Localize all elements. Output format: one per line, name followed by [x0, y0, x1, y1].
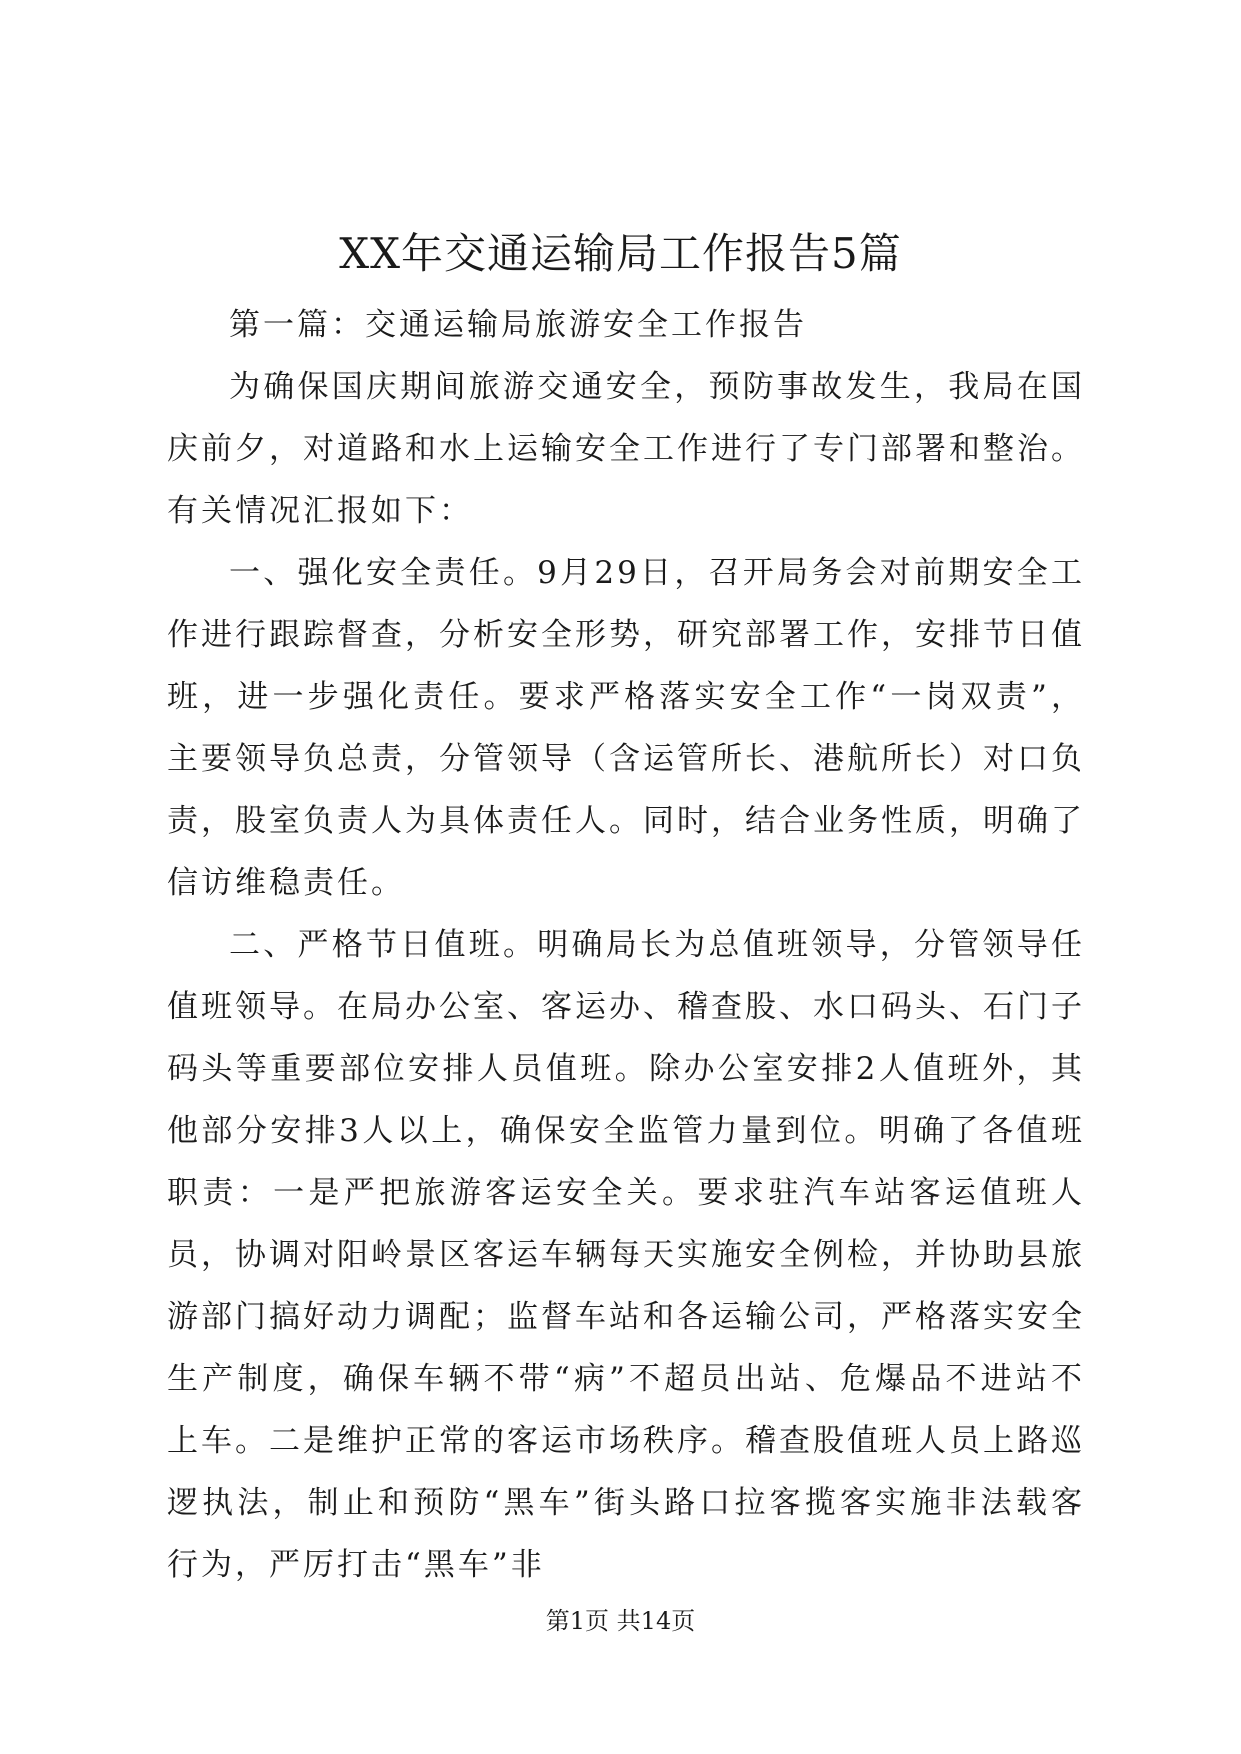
document-title: XX年交通运输局工作报告5篇 — [339, 229, 902, 278]
section-heading: 第一篇：交通运输局旅游安全工作报告 — [229, 307, 807, 343]
paragraph-responsibility: 一、强化安全责任。9月29日，召开局务会对前期安全工作进行跟踪督查，分析安全形势，研究部署工作，安排节日值班，进一步强化责任。要求严格落实安全工作“一岗双责”，主要领导负总责，分管领导（含运管所长、港航所长）对口负责，股室负责人为具体责任人。同时，结合业务性质，明确了信访维稳责任。 — [167, 555, 1085, 901]
document-body — [167, 294, 1085, 1596]
paragraph-intro: 为确保国庆期间旅游交通安全，预防事故发生，我局在国庆前夕，对道路和水上运输安全工作进行了专门部署和整治。有关情况汇报如下： — [167, 369, 1085, 529]
paragraph-duty: 二、严格节日值班。明确局长为总值班领导，分管领导任值班领导。在局办公室、客运办、稽查股、水口码头、石门子码头等重要部位安排人员值班。除办公室安排2人值班外，其他部分安排3人以上，确保安全监管力量到位。明确了各值班职责：一是严把旅游客运安全关。要求驻汽车站客运值班人员，协调对阳岭景区客运车辆每天实施安全例检，并协助县旅游部门搞好动力调配；监督车站和各运输公司，严格落实安全生产制度，确保车辆不带“病”不超员出站、危爆品不进站不上车。二是维护正常的客运市场秩序。稽查股值班人员上路巡逻执法，制止和预防“黑车”街头路口拉客揽客实施非法载客行为，严厉打击“黑车”非 — [167, 927, 1085, 1583]
page-footer: 第1页 共14页 — [545, 1607, 696, 1635]
